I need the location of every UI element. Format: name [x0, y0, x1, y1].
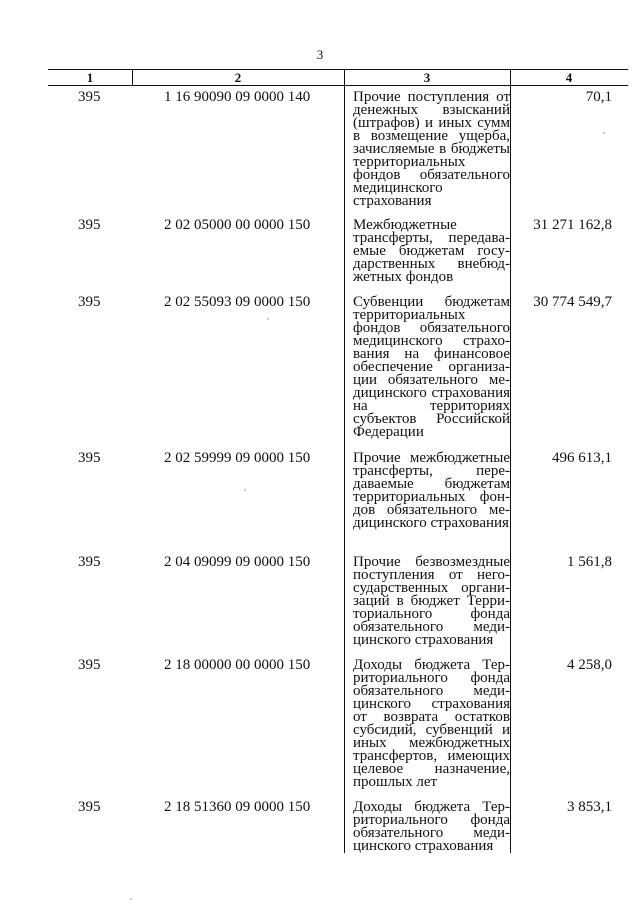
scan-speck	[130, 898, 132, 900]
table-header	[48, 69, 628, 86]
scan-speck	[603, 132, 605, 134]
page-number: 3	[316, 47, 324, 62]
row-code: 1 16 90090 09 0000 140	[164, 89, 311, 105]
row-code: 2 18 00000 00 0000 150	[164, 657, 311, 673]
column-divider-2	[344, 69, 345, 853]
column-divider-1	[132, 69, 133, 85]
row-code: 2 04 09099 09 0000 150	[164, 554, 311, 570]
row-code: 2 02 55093 09 0000 150	[164, 294, 311, 310]
row-col-1: 395	[78, 89, 101, 105]
row-amount: 1 561,8	[567, 554, 612, 570]
row-code: 2 02 59999 09 0000 150	[164, 450, 311, 466]
row-code: 2 02 05000 00 0000 150	[164, 217, 311, 233]
header-col-3: 3	[423, 70, 431, 85]
scan-speck	[267, 318, 269, 320]
row-col-1: 395	[78, 217, 101, 233]
header-row	[48, 69, 628, 86]
row-description: Доходы бюджета Территориального фонда обязательного медицинского страхования от возврата остатков субсидий, субвенций и иных межбюджетных трансфертов, имеющих целевое назначение, прошлых лет	[353, 657, 510, 790]
row-amount: 31 271 162,8	[533, 217, 612, 233]
row-amount: 3 853,1	[567, 799, 612, 815]
row-description: Прочие поступления от денежных взысканий (штрафов) и иных сумм в возмещение ущерба, зачисляемые в бюджеты территориальных фондов обязательного медицинского страхования	[353, 89, 510, 209]
row-description: Доходы бюджета Территориального фонда обязательного медицинского страхования	[353, 799, 510, 854]
row-col-1: 395	[78, 799, 101, 815]
row-description: Прочие безвозмездные поступления от негосударственных организаций в бюджет Территориального фонда обязательного медицинского страхования	[353, 554, 510, 648]
row-col-1: 395	[78, 450, 101, 466]
row-description: Субвенции бюджетам территориальных фондов обязательного медицинского страхования на финансовое обеспечение организации обязательного медицинского страхования на территориях субъектов Российской Федерации	[353, 294, 510, 440]
row-amount: 496 613,1	[552, 450, 612, 466]
row-amount: 4 258,0	[567, 657, 612, 673]
row-description: Прочие межбюджетные трансферты, передаваемые бюджетам территориальных фондов обязательного медицинского страхования	[353, 450, 510, 531]
row-col-1: 395	[78, 294, 101, 310]
header-col-2: 2	[234, 70, 242, 85]
row-col-1: 395	[78, 657, 101, 673]
header-col-1: 1	[86, 70, 94, 85]
row-col-1: 395	[78, 554, 101, 570]
row-code: 2 18 51360 09 0000 150	[164, 799, 311, 815]
row-amount: 70,1	[585, 89, 612, 105]
row-amount: 30 774 549,7	[533, 294, 612, 310]
row-description: Межбюджетные трансферты, передаваемые бюджетам государственных внебюджетных фондов	[353, 217, 510, 285]
header-col-4: 4	[565, 70, 573, 85]
scan-speck	[244, 489, 246, 491]
